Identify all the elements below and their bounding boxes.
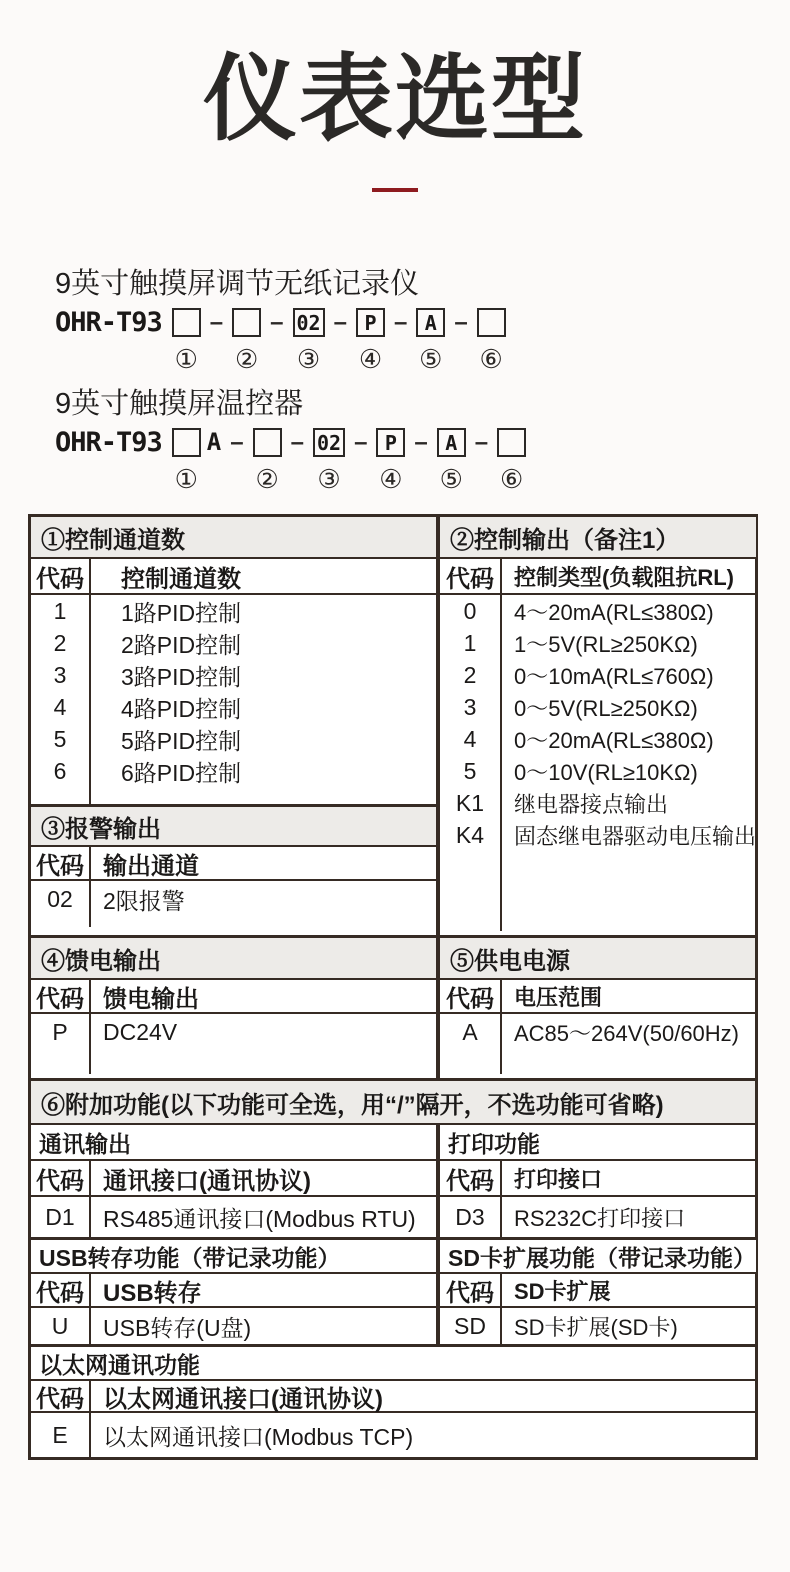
code-value: 3 [31, 659, 91, 691]
code-slot-5 [437, 428, 466, 492]
column-header-desc: SD卡扩展 [514, 1278, 611, 1304]
print-header [440, 1161, 755, 1197]
table-row [440, 1197, 755, 1237]
desc-value: 4路PID控制 [121, 695, 242, 722]
code-value: K1 [440, 787, 502, 819]
usb-header [31, 1274, 436, 1308]
desc-value: 固态继电器驱动电压输出 [514, 823, 757, 849]
code-value: 5 [31, 723, 91, 755]
slot-marker: ② [255, 464, 279, 494]
slot-marker: ③ [296, 344, 321, 374]
code-dash: – [474, 429, 489, 456]
desc-value: USB转存(U盘) [103, 1314, 252, 1341]
table-row [31, 881, 436, 917]
code-dash: – [454, 309, 468, 336]
column-header-code: 代码 [31, 847, 91, 879]
code-value: 0 [440, 595, 502, 627]
accent-divider [372, 188, 418, 192]
table-row [31, 627, 436, 659]
table-row [440, 595, 756, 627]
spacer [440, 1050, 755, 1074]
code-value: 3 [440, 691, 502, 723]
code-value: 6 [31, 755, 91, 787]
usb-title: USB转存功能（带记录功能） [31, 1240, 436, 1274]
spacer [31, 787, 436, 804]
code-dash: – [393, 309, 408, 336]
desc-value: 1路PID控制 [121, 599, 242, 626]
model-1 [55, 268, 790, 372]
section-6-usb-sd [31, 1240, 755, 1344]
column-header-code: 代码 [31, 559, 91, 593]
desc-value: RS232C打印接口 [514, 1205, 686, 1231]
section-4-header [31, 980, 436, 1014]
table-row [440, 723, 756, 755]
desc-value: 2路PID控制 [121, 631, 242, 658]
table-row [440, 1014, 755, 1050]
code-dash: – [230, 429, 244, 456]
slot-marker: ④ [358, 344, 383, 374]
section-1-3-pane [31, 517, 438, 935]
desc-value: 1～5V(RL≥250KΩ) [514, 631, 698, 657]
column-header-desc: 打印接口 [514, 1166, 603, 1192]
column-header-code: 代码 [440, 1161, 502, 1195]
desc-value: 0～10mA(RL≤760Ω) [514, 663, 714, 689]
model-1-code-line [55, 308, 790, 372]
code-box [477, 308, 506, 337]
desc-value: 2限报警 [103, 887, 185, 914]
slot-marker: ④ [379, 464, 403, 494]
print-pane [438, 1125, 755, 1237]
table-row [440, 691, 756, 723]
table-row [31, 595, 436, 627]
sd-header [440, 1274, 756, 1308]
column-header-desc: 控制通道数 [121, 565, 241, 593]
code-box [172, 308, 201, 337]
code-value: 5 [440, 755, 502, 787]
print-title: 打印功能 [440, 1125, 755, 1161]
ethernet-title: 以太网通讯功能 [31, 1347, 755, 1381]
slot-marker: ⑤ [439, 464, 463, 494]
code-value: 4 [31, 691, 91, 723]
code-dash: – [354, 429, 368, 456]
section-5-pane [438, 938, 755, 1078]
table-row [31, 1413, 755, 1457]
code-dash: – [333, 309, 347, 336]
comm-title: 通讯输出 [31, 1125, 436, 1161]
ethernet-header [31, 1381, 755, 1413]
code-dash: – [290, 429, 304, 456]
column-header-desc: 控制类型(负载阻抗RL) [514, 564, 734, 590]
column-header-desc: 以太网通讯接口(通讯协议) [103, 1385, 383, 1413]
code-value: E [31, 1413, 91, 1457]
table-row [31, 1014, 436, 1050]
selection-table [28, 514, 758, 1460]
slot-marker: ⑥ [479, 344, 503, 374]
section-1-header [31, 559, 436, 595]
section-2-header [440, 559, 756, 595]
model-selection-area [55, 268, 790, 492]
desc-value: RS485通讯接口(Modbus RTU) [103, 1205, 416, 1232]
slot-marker: ① [174, 464, 198, 494]
table-row [440, 659, 756, 691]
code-value: SD [440, 1308, 502, 1344]
column-header-desc: 输出通道 [103, 852, 199, 880]
slot-marker: ③ [317, 464, 341, 494]
column-header-code: 代码 [440, 980, 502, 1012]
table-row [31, 1197, 436, 1237]
table-row [440, 1308, 756, 1344]
table-row [31, 1308, 436, 1344]
code-box [497, 428, 526, 457]
code-box [232, 308, 261, 337]
code-value: U [31, 1308, 91, 1344]
column-header-code: 代码 [31, 1274, 91, 1306]
model-1-name: 9英寸触摸屏调节无纸记录仪 [55, 268, 420, 300]
spacer [31, 917, 436, 927]
comm-pane [31, 1125, 438, 1237]
table-row [440, 627, 756, 659]
code-value: K4 [440, 819, 502, 851]
fixed-letter: A [206, 428, 222, 456]
code-slot-1 [172, 308, 201, 372]
slot-marker: ② [235, 344, 259, 374]
desc-value: 以太网通讯接口(Modbus TCP) [103, 1423, 414, 1450]
model-prefix: OHR-T93 [55, 427, 162, 458]
table-row-b [31, 938, 755, 1078]
sd-title: SD卡扩展功能（带记录功能） [440, 1240, 756, 1274]
section-3-header [31, 847, 436, 881]
code-box [172, 428, 201, 457]
table-row [440, 755, 756, 787]
column-header-code: 代码 [440, 1274, 502, 1306]
code-dash: – [209, 309, 224, 336]
code-value: D1 [31, 1197, 91, 1237]
code-value: 1 [440, 627, 502, 659]
code-value: A [440, 1014, 502, 1050]
slot-marker: ⑤ [419, 344, 443, 374]
code-box: A [437, 428, 466, 457]
code-slot-4 [356, 308, 385, 372]
code-box: A [416, 308, 445, 337]
comm-header [31, 1161, 436, 1197]
section-2-pane [438, 517, 756, 935]
code-value: P [31, 1014, 91, 1050]
code-box: P [376, 428, 405, 457]
column-header-code: 代码 [440, 559, 502, 593]
table-row [31, 691, 436, 723]
table-row [440, 819, 756, 851]
code-slot-5 [416, 308, 445, 372]
usb-pane [31, 1240, 438, 1344]
sd-pane [438, 1240, 756, 1344]
code-value: 1 [31, 595, 91, 627]
model-2-code-line [55, 428, 790, 492]
table-row-a [31, 517, 755, 935]
section-4-title: ④馈电输出 [31, 938, 436, 980]
code-box: 02 [313, 428, 345, 457]
desc-value: 6路PID控制 [121, 759, 242, 786]
code-value: 2 [31, 627, 91, 659]
section-6 [31, 1081, 755, 1457]
code-value: 4 [440, 723, 502, 755]
column-header-desc: 通讯接口(通讯协议) [103, 1167, 311, 1195]
column-header-desc: 馈电输出 [103, 985, 199, 1013]
model-2 [55, 388, 790, 492]
section-5-title: ⑤供电电源 [440, 938, 755, 980]
code-slot-3 [313, 428, 345, 492]
table-row [31, 659, 436, 691]
column-header-desc: 电压范围 [514, 984, 603, 1010]
slot-marker: ① [174, 344, 198, 374]
column-header-desc: USB转存 [103, 1279, 202, 1307]
code-box [253, 428, 282, 457]
code-slot-4 [376, 428, 405, 492]
code-slot-3 [293, 308, 325, 372]
desc-value: SD卡扩展(SD卡) [514, 1314, 678, 1340]
model-prefix: OHR-T93 [55, 307, 162, 338]
section-4-pane [31, 938, 438, 1078]
code-slot-6 [497, 428, 526, 492]
model-2-name: 9英寸触摸屏温控器 [55, 388, 304, 420]
column-header-code: 代码 [31, 1161, 91, 1195]
table-row [31, 755, 436, 787]
code-value: D3 [440, 1197, 502, 1237]
desc-value: 0～5V(RL≥250KΩ) [514, 695, 698, 721]
code-slot-2 [232, 308, 261, 372]
column-header-code: 代码 [31, 1381, 91, 1411]
slot-marker: ⑥ [499, 464, 524, 494]
section-5-header [440, 980, 755, 1014]
desc-value: DC24V [103, 1018, 178, 1045]
desc-value: 0～20mA(RL≤380Ω) [514, 727, 714, 753]
page-title: 仪表选型 [202, 46, 587, 151]
section-1-title: ①控制通道数 [31, 517, 436, 559]
code-box: P [356, 308, 385, 337]
code-value: 2 [440, 659, 502, 691]
code-box: 02 [293, 308, 325, 337]
table-row [31, 723, 436, 755]
desc-value: AC85～264V(50/60Hz) [514, 1020, 740, 1046]
code-slot-1 [172, 428, 201, 492]
desc-value: 5路PID控制 [121, 727, 242, 754]
spacer [440, 851, 756, 931]
code-slot-6 [477, 308, 506, 372]
desc-value: 0～10V(RL≥10KΩ) [514, 759, 698, 785]
section-3-title: ③报警输出 [31, 807, 436, 847]
desc-value: 继电器接点输出 [514, 791, 669, 817]
code-dash: – [414, 429, 428, 456]
column-header-code: 代码 [31, 980, 91, 1012]
section-6-comm-print [31, 1125, 755, 1237]
code-slot-2 [253, 428, 282, 492]
code-dash: – [270, 309, 284, 336]
ethernet-pane [31, 1347, 755, 1457]
desc-value: 4～20mA(RL≤380Ω) [514, 599, 714, 625]
table-row [440, 787, 756, 819]
section-6-title: ⑥附加功能(以下功能可全选，用“/”隔开，不选功能可省略) [31, 1081, 755, 1125]
code-value: 02 [31, 881, 91, 917]
spacer [31, 1050, 436, 1074]
desc-value: 3路PID控制 [121, 663, 242, 690]
section-2-title: ②控制输出（备注1） [440, 517, 756, 559]
